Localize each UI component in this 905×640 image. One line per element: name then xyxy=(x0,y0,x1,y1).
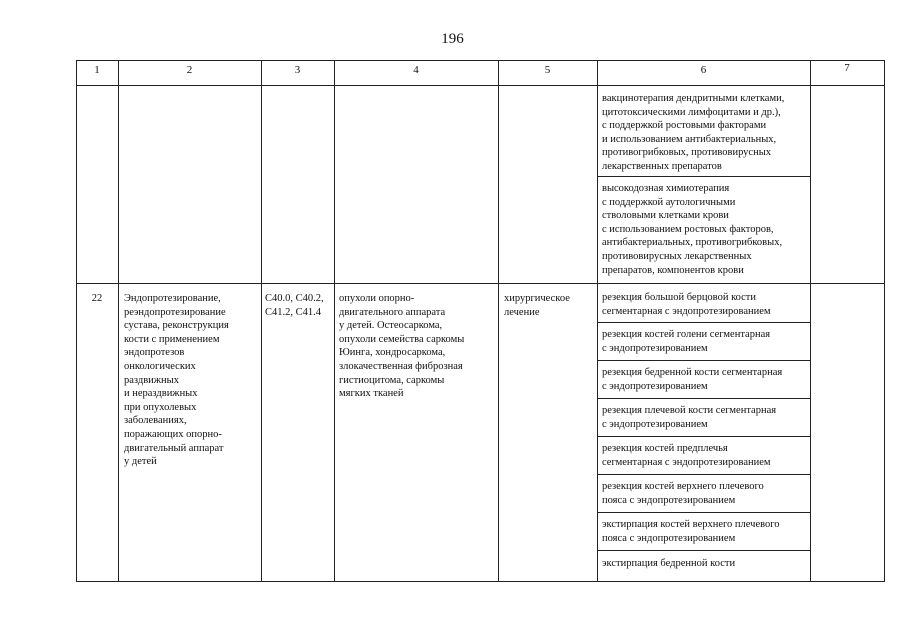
method-divider xyxy=(597,436,810,437)
column-header-6: 6 xyxy=(700,64,707,76)
method-cell: резекция бедренной кости сегментарная с эндопротезированием xyxy=(602,367,783,392)
column-header-2: 2 xyxy=(186,64,193,76)
method-divider xyxy=(597,360,810,361)
method-cell: экстирпация бедренной кости xyxy=(602,558,736,569)
header-row-bottom xyxy=(76,85,885,86)
method-cell: резекция большой берцовой кости сегментарная с эндопротезированием xyxy=(602,292,771,317)
column-header-1: 1 xyxy=(94,64,100,76)
method-divider xyxy=(597,474,810,475)
column-divider xyxy=(498,60,499,581)
column-divider xyxy=(118,60,119,581)
treatment-type: хирургическое лечение xyxy=(504,293,570,318)
column-divider xyxy=(810,60,811,581)
page-number: 196 xyxy=(441,31,464,47)
table-border-left xyxy=(76,60,77,581)
method-cell: экстирпация костей верхнего плечевого пояса с эндопротезированием xyxy=(602,519,780,544)
method-cell: резекция костей голени сегментарная с эндопротезированием xyxy=(602,329,771,354)
method-divider xyxy=(597,322,810,323)
method-divider xyxy=(597,512,810,513)
column-header-5: 5 xyxy=(544,64,551,76)
column-divider xyxy=(261,60,262,581)
table-border-bottom xyxy=(76,581,885,582)
method-cell: резекция плечевой кости сегментарная с эндопротезированием xyxy=(602,405,777,430)
method-divider xyxy=(597,176,810,177)
method-cell: резекция костей предплечья сегментарная с эндопротезированием xyxy=(602,443,771,468)
icd-codes: C40.0, C40.2, C41.2, C41.4 xyxy=(265,293,324,318)
column-header-4: 4 xyxy=(413,64,419,76)
patient-model: опухоли опорно- двигательного аппарата у детей. Остеосаркома, опухоли семейства саркомы Юинга, хондросаркома, злокачественная фиброзная гистиоцитома, саркомы мягких тканей xyxy=(339,293,465,400)
method-cell: резекция костей верхнего плечевого пояса с эндопротезированием xyxy=(602,481,764,506)
method-cell-continued: вакцинотерапия дендритными клетками, цитотоксическими лимфоцитами и др.), с поддержкой ростовыми факторами и использованием антибактериальных, противогрибковых, противовирусных лекарственных препаратов xyxy=(602,93,785,172)
column-header-3: 3 xyxy=(294,64,301,76)
table-border-right xyxy=(884,60,885,581)
method-cell-continued: высокодозная химиотерапия с поддержкой аутологичными стволовыми клетками крови с использованием ростовых факторов, антибактериальных, противогрибковых, противовирусных лекарственных препаратов, компонентов крови xyxy=(602,183,783,276)
table-border-top xyxy=(76,60,885,61)
method-divider xyxy=(597,398,810,399)
column-divider xyxy=(334,60,335,581)
column-divider xyxy=(597,60,598,581)
method-divider xyxy=(597,550,810,551)
intervention-name: Эндопротезирование, реэндопротезирование сустава, реконструкция кости с применением эндопротезов онкологических раздвижных и нераздвижных при опухолевых заболеваниях, поражающих опорно- двигательный аппарат у детей xyxy=(124,293,229,468)
row-divider xyxy=(76,283,885,284)
column-header-7: 7 xyxy=(844,62,850,74)
row-number: 22 xyxy=(91,293,103,304)
